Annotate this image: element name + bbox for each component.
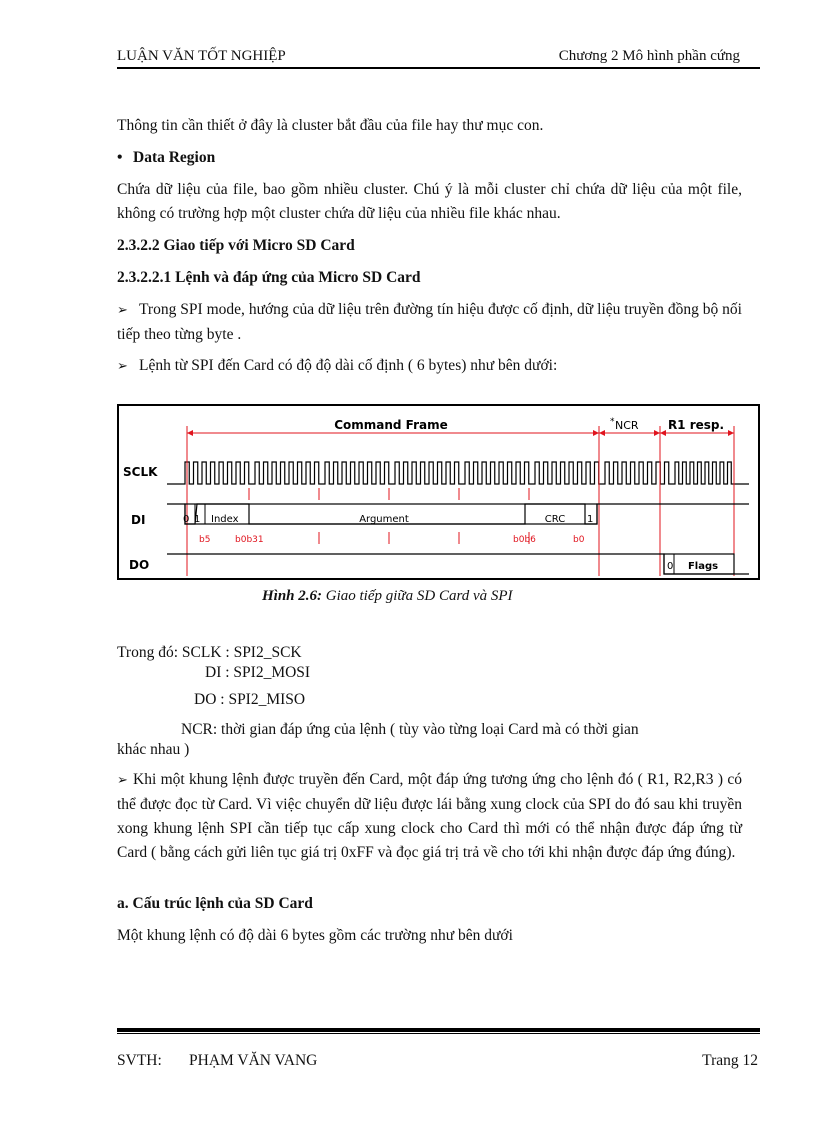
heading-command-structure: a. Cấu trúc lệnh của SD Card	[117, 895, 313, 912]
caption-label: Hình 2.6:	[262, 588, 323, 604]
label-di: DI	[131, 513, 146, 527]
di-waveform	[167, 504, 749, 524]
footer-page-number: Trang 12	[702, 1052, 758, 1069]
header-chapter-title: Chương 2 Mô hình phần cứng	[558, 48, 740, 64]
sclk-waveform	[167, 462, 749, 484]
where-sclk: Trong đó: SCLK : SPI2_SCK	[117, 644, 302, 661]
span-arrowhead	[599, 430, 605, 436]
label-flags: Flags	[687, 561, 719, 572]
footer-svth-label: SVTH:	[117, 1052, 162, 1069]
ncr-description-line1: NCR: thời gian đáp ứng của lệnh ( tùy vào từng loại Card mà có thời gian	[181, 721, 639, 738]
do-waveform	[167, 554, 749, 574]
label-ncr: NCR	[615, 419, 639, 432]
waveform-layer	[167, 426, 749, 576]
label-do: DO	[129, 558, 150, 572]
paragraph-data-region: Chứa dữ liệu của file, bao gồm nhiều cluster. Chú ý là mỗi cluster chỉ chứa dữ liệu của một file, không có trường hợp một cluster chứa dữ liệu của nhiều file khác nhau.	[117, 181, 742, 222]
label-stop-bit-1: 1	[587, 514, 594, 525]
label-ncr-star: *	[610, 417, 615, 427]
paragraph-spi-mode-text: Trong SPI mode, hướng của dữ liệu trên đường tín hiệu được cố định, dữ liệu truyền đồng bộ nối tiếp theo từng byte .	[117, 301, 742, 343]
span-arrowhead	[660, 430, 666, 436]
label-tx-bit-1: 1	[194, 514, 201, 525]
label-do-0: 0	[667, 561, 674, 572]
footer-rule-thin	[117, 1033, 760, 1034]
timing-diagram-svg	[119, 406, 758, 578]
label-b0b6: b0b6	[513, 535, 536, 545]
paragraph-cluster-info: Thông tin cần thiết ở đây là cluster bắt đầu của file hay thư mục con.	[117, 117, 544, 134]
label-index: Index	[211, 514, 239, 525]
caption-text: Giao tiếp giữa SD Card và SPI	[322, 588, 513, 604]
bullet-data-region-label: Data Region	[133, 149, 216, 166]
paragraph-response-text: Khi một khung lệnh được truyền đến Card, một đáp ứng tương ứng cho lệnh đó ( R1, R2,R3 ) có thể được đọc từ Card. Vì việc chuyển dữ liệu được lái bằng xung clock của SPI do đó sau khi truyền xong khung lệnh SPI cần tiếp tục cấp xung clock cho Card thì mới có thể nhận được đáp ứng từ Card ( bằng cách gửi liên tục giá trị 0xFF và đọc giá trị trả về cho tới khi nhận được đáp ứng đúng).	[117, 771, 742, 861]
paragraph-spi-mode	[117, 298, 742, 347]
label-crc: CRC	[544, 514, 566, 525]
span-arrowhead	[187, 430, 193, 436]
figure-caption	[262, 588, 513, 605]
arrow-bullet-icon: ➢	[117, 303, 128, 318]
label-r1-resp: R1 resp.	[667, 418, 725, 432]
span-arrowhead	[593, 430, 599, 436]
heading-2-3-2-2: 2.3.2.2 Giao tiếp với Micro SD Card	[117, 237, 355, 254]
label-b5: b5	[199, 535, 211, 545]
label-b0: b0	[573, 535, 585, 545]
ncr-description-line2: khác nhau )	[117, 741, 190, 758]
where-do: DO : SPI2_MISO	[194, 691, 306, 708]
heading-2-3-2-2-1: 2.3.2.2.1 Lệnh và đáp ứng của Micro SD Card	[117, 269, 421, 286]
span-arrowhead	[654, 430, 660, 436]
label-sclk: SCLK	[123, 465, 158, 479]
arrow-bullet-icon: ➢	[117, 359, 128, 374]
header-thesis-title: LUẬN VĂN TỐT NGHIỆP	[117, 48, 286, 64]
label-b0b31: b0b31	[235, 535, 264, 545]
label-argument: Argument	[359, 514, 409, 525]
span-arrowhead	[728, 430, 734, 436]
label-command-frame: Command Frame	[334, 418, 448, 432]
paragraph-command-length	[117, 354, 742, 379]
page-header	[117, 48, 760, 68]
bullet-dot: •	[117, 149, 123, 166]
footer-rule-thick	[117, 1028, 760, 1032]
bullet-data-region	[117, 146, 742, 170]
header-rule	[117, 67, 760, 69]
paragraph-command-length-text: Lệnh từ SPI đến Card có độ độ dài cố định ( 6 bytes) như bên dưới:	[139, 357, 558, 374]
where-di: DI : SPI2_MOSI	[205, 664, 311, 681]
paragraph-response	[117, 768, 742, 865]
footer-student-name: PHẠM VĂN VANG	[189, 1052, 318, 1069]
arrow-bullet-icon: ➢	[117, 773, 128, 788]
paragraph-frame-fields: Một khung lệnh có độ dài 6 bytes gồm các trường như bên dưới	[117, 927, 513, 944]
spi-timing-diagram	[117, 404, 760, 580]
label-start-bit-0: 0	[183, 514, 190, 525]
